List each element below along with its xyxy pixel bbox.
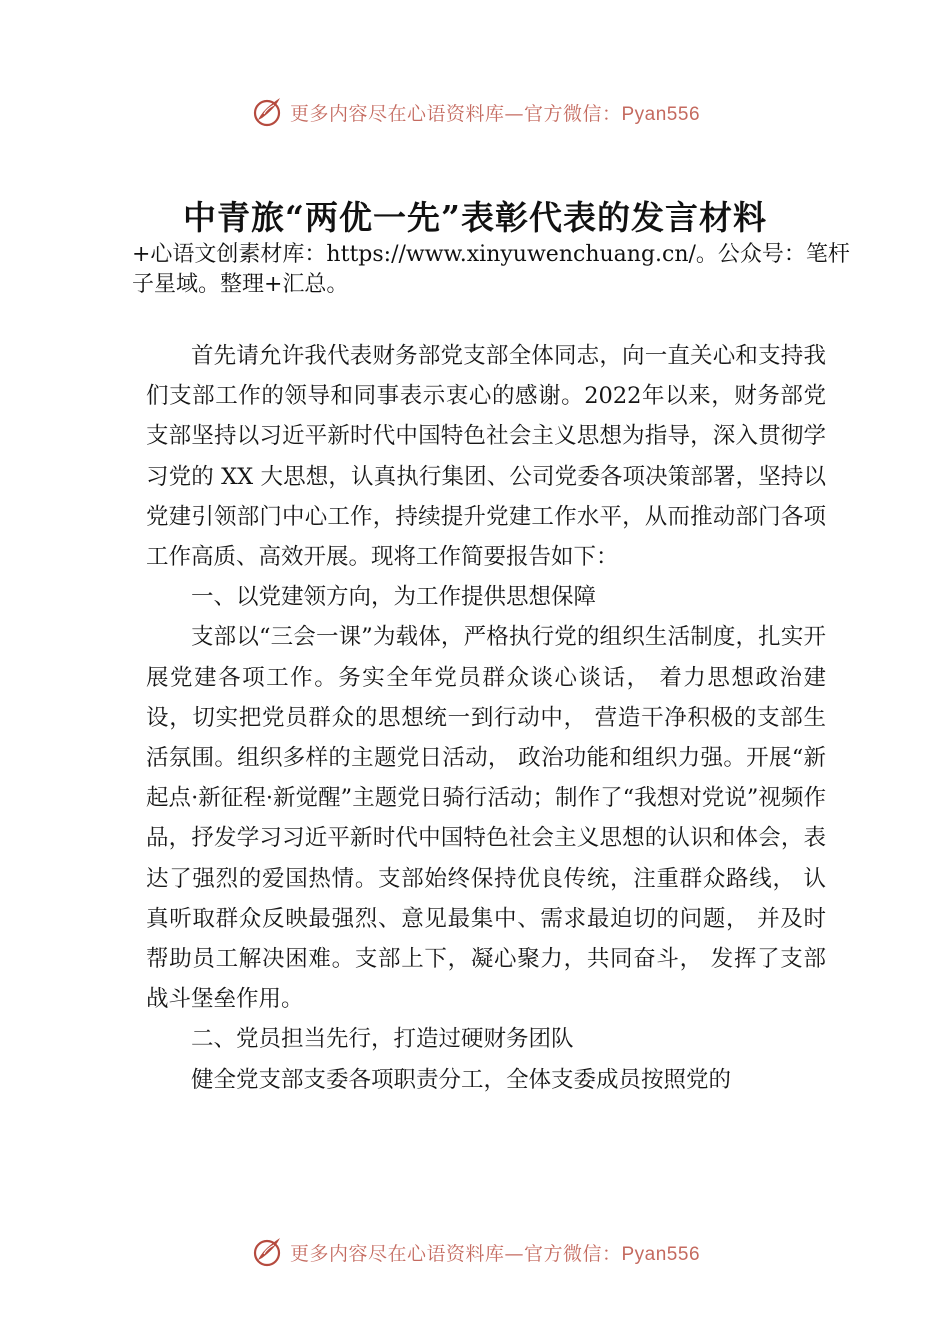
section-heading-1: 一、以党建领方向，为工作提供思想保障 — [191, 584, 597, 611]
section-heading-2: 二、党员担当先行，打造过硬财务团队 — [191, 1026, 574, 1053]
paragraph-section-2: 健全党支部支委各项职责分工，全体支委成员按照党的 — [191, 1066, 732, 1093]
wechat-id: Pyan556 — [621, 1243, 701, 1265]
header-banner — [0, 92, 950, 132]
pen-logo-icon — [250, 1234, 286, 1270]
paragraph-section-1: 支部以“三会一课”为载体，严格执行党的组织生活制度，扎实开展党建各项工作。务实全年党员群众谈心谈话， 着力思想政治建设，切实把党员群众的思想统一到行动中， 营造干净积极的支部生活氛围。组织多样的主题党日活动， 政治功能和组织力强。开展“新起点·新征程·新觉醒”主题党日骑行活动；制作了“我想对党说”视频作品，抒发学习习近平新时代中国特色社会主义思想的认识和体会，表达了强烈的爱国热情。支部始终保持优良传统，注重群众路线， 认真听取群众反映最强烈、意见最集中、需求最迫切的问题， 并及时帮助员工解决困难。支部上下，凝心聚力，共同奋斗， 发挥了支部战斗堡垒作用。 — [146, 624, 826, 1013]
banner-text: 更多内容尽在心语资料库—官方微信：Pyan556 — [289, 1242, 701, 1265]
source-note: +心语文创素材库：https://www.xinyuwenchuang.cn/。公众号：笔杆子星域。整理+汇总。 — [132, 242, 850, 297]
footer-banner — [0, 1232, 950, 1272]
wechat-id: Pyan556 — [621, 103, 701, 125]
banner-text: 更多内容尽在心语资料库—官方微信：Pyan556 — [289, 102, 701, 125]
pen-logo-icon — [250, 94, 286, 130]
document-title: 中青旅“两优一先”表彰代表的发言材料 — [183, 198, 767, 237]
paragraph-intro: 首先请允许我代表财务部党支部全体同志，向一直关心和支持我们支部工作的领导和同事表示衷心的感谢。2022年以来，财务部党支部坚持以习近平新时代中国特色社会主义思想为指导，深入贯彻学习党的 XX 大思想，认真执行集团、公司党委各项决策部署，坚持以党建引领部门中心工作，持续提升党建工作水平，从而推动部门各项工作高质、高效开展。现将工作简要报告如下： — [146, 343, 826, 571]
document-body — [146, 336, 826, 1100]
